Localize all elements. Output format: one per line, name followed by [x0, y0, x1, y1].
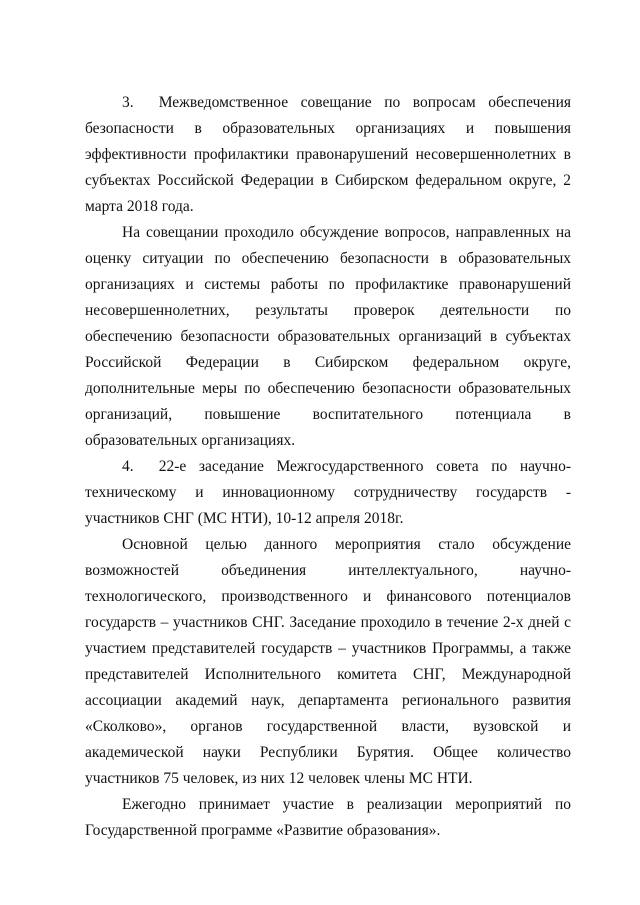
paragraph-meeting-3-details: На совещании проходило обсуждение вопросов, направленных на оценку ситуации по обеспечению безопасности в образовательных организациях и системы работы по профилактике правонарушений несовершеннолетних, результаты проверок деятельности по обеспечению безопасности образовательных организаций в субъектах Российской Федерации в Сибирском федеральном округе, дополнительные меры по обеспечению безопасности образовательных организаций, повышение воспитательного потенциала в образовательных организациях.: [85, 224, 571, 449]
document-body: [85, 90, 571, 844]
paragraph-meeting-4: 4. 22-е заседание Межгосударственного совета по научно-техническому и инновационному сотрудничеству государств - участников СНГ (МС НТИ), 10-12 апреля 2018г.: [85, 458, 571, 527]
paragraph-meeting-4-details: Основной целью данного мероприятия стало обсуждение возможностей объединения интеллектуального, научно-технологического, производственного и финансового потенциалов государств – участников СНГ. Заседание проходило в течение 2-х дней с участием представителей государств – участников Программы, а также представителей Исполнительного комитета СНГ, Международной ассоциации академий наук, департамента регионального развития «Сколково», органов государственной власти, вузовской и академической науки Республики Бурятия. Общее количество участников 75 человек, из них 12 человек члены МС НТИ.: [85, 536, 571, 787]
paragraph-annual-participation: Ежегодно принимает участие в реализации мероприятий по Государственной программе «Развитие образования».: [85, 796, 571, 839]
paragraph-meeting-3: 3. Межведомственное совещание по вопросам обеспечения безопасности в образовательных организациях и повышения эффективности профилактики правонарушений несовершеннолетних в субъектах Российской Федерации в Сибирском федеральном округе, 2 марта 2018 года.: [85, 94, 571, 215]
